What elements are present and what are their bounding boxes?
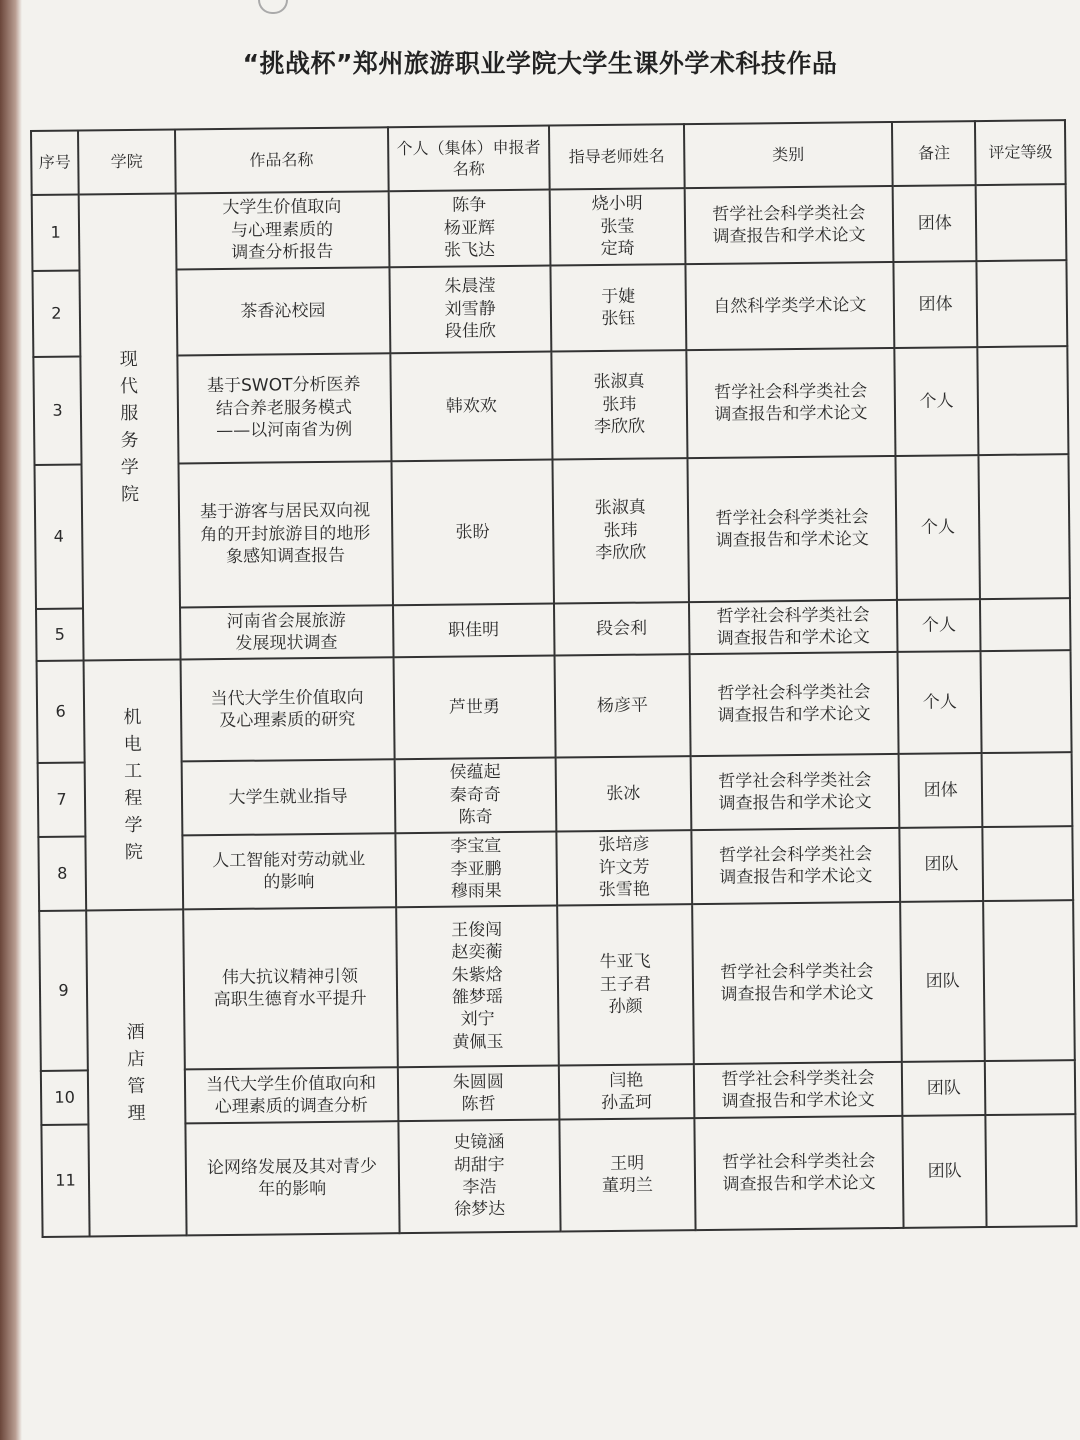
advisors-cell: 段会利 <box>554 602 689 655</box>
applicants-cell: 李宝宣 李亚鹏 穆雨果 <box>395 832 557 908</box>
row-number-cell: 6 <box>37 660 85 762</box>
row-number-cell: 5 <box>36 608 84 660</box>
note-cell: 个人 <box>896 455 980 600</box>
row-number-cell: 3 <box>33 356 81 464</box>
work-title-cell: 河南省会展旅游 发展现状调查 <box>180 605 394 659</box>
applicants-cell: 张盼 <box>391 460 554 606</box>
advisors-cell: 闫艳 孙孟珂 <box>559 1064 694 1119</box>
category-cell: 自然科学类学术论文 <box>685 262 894 350</box>
header-cell: 评定等级 <box>975 120 1065 185</box>
advisors-cell: 张淑真 张玮 李欣欣 <box>551 350 687 459</box>
grade-cell <box>982 752 1073 827</box>
applicants-cell: 朱圆圆 陈哲 <box>397 1066 559 1122</box>
advisors-cell: 王明 董玥兰 <box>559 1118 695 1231</box>
note-cell: 团体 <box>894 261 978 348</box>
applicants-cell: 史镜涵 胡甜宇 李浩 徐梦达 <box>398 1120 561 1234</box>
table-row <box>37 650 1072 763</box>
table-row <box>38 826 1073 911</box>
applicants-cell: 朱晨滢 刘雪静 段佳欣 <box>389 266 551 354</box>
category-cell: 哲学社会科学类社会 调查报告和学术论文 <box>686 348 896 458</box>
college-name: 酒店管理 <box>126 1021 146 1125</box>
college-cell <box>79 193 180 660</box>
grade-cell <box>983 826 1074 901</box>
category-cell: 哲学社会科学类社会 调查报告和学术论文 <box>690 754 899 830</box>
college-cell <box>84 659 183 910</box>
advisors-cell: 于婕 张钰 <box>551 264 686 351</box>
college-cell <box>86 909 186 1236</box>
advisors-cell: 张冰 <box>556 756 691 831</box>
work-title-cell: 基于SWOT分析医养 结合养老服务模式 ——以河南省为例 <box>177 353 391 463</box>
category-cell: 哲学社会科学类社会 调查报告和学术论文 <box>691 828 900 904</box>
note-cell: 个人 <box>895 347 979 456</box>
work-title-cell: 茶香沁校园 <box>176 267 390 355</box>
table-row <box>35 454 1070 609</box>
note-cell: 团队 <box>902 1061 986 1116</box>
grade-cell <box>978 346 1069 455</box>
table-row <box>39 900 1075 1071</box>
row-number-cell: 10 <box>41 1070 89 1124</box>
work-title-cell: 人工智能对劳动就业 的影响 <box>182 833 396 909</box>
grade-cell <box>985 1060 1075 1115</box>
note-cell: 团队 <box>900 827 984 902</box>
row-number-cell: 7 <box>38 762 86 836</box>
applicants-cell: 侯蕴起 秦奇奇 陈奇 <box>394 758 556 834</box>
work-title-cell: 大学生价值取向 与心理素质的 调查分析报告 <box>175 191 389 269</box>
table-row <box>38 752 1073 837</box>
advisors-cell: 烧小明 张莹 定琦 <box>550 188 685 265</box>
row-number-cell: 2 <box>32 270 80 356</box>
college-name: 机电工程学院 <box>123 706 143 864</box>
work-title-cell: 基于游客与居民双向视 角的开封旅游目的地形 象感知调查报告 <box>178 461 393 607</box>
works-table <box>30 119 1078 1238</box>
header-cell: 类别 <box>684 122 893 188</box>
grade-cell <box>979 454 1070 599</box>
applicants-cell: 职佳明 <box>393 604 555 658</box>
work-title-cell: 论网络发展及其对青少 年的影响 <box>185 1121 399 1235</box>
binder-ring <box>258 0 288 14</box>
table-row <box>33 346 1068 465</box>
table-header-row <box>31 120 1066 195</box>
note-cell: 团队 <box>900 901 985 1062</box>
grade-cell <box>986 1114 1077 1227</box>
category-cell: 哲学社会科学类社会 调查报告和学术论文 <box>689 600 898 654</box>
college-name: 现代服务学院 <box>119 348 140 506</box>
applicants-cell: 韩欢欢 <box>390 352 553 462</box>
note-cell: 个人 <box>898 651 982 754</box>
applicants-cell: 陈争 杨亚辉 张飞达 <box>388 190 550 268</box>
grade-cell <box>980 598 1070 651</box>
work-title-cell: 当代大学生价值取向 及心理素质的研究 <box>180 657 394 761</box>
advisors-cell: 牛亚飞 王子君 孙颜 <box>557 904 693 1065</box>
row-number-cell: 4 <box>35 464 84 608</box>
category-cell: 哲学社会科学类社会 调查报告和学术论文 <box>684 186 893 264</box>
advisors-cell: 张淑真 张玮 李欣欣 <box>553 458 689 603</box>
category-cell: 哲学社会科学类社会 调查报告和学术论文 <box>694 1116 904 1230</box>
table-row <box>32 184 1067 271</box>
page-title: “挑战杯”郑州旅游职业学院大学生课外学术科技作品 <box>242 49 838 78</box>
header-cell: 个人（集体）申报者名称 <box>388 126 550 192</box>
grade-cell <box>977 260 1068 347</box>
category-cell: 哲学社会科学类社会 调查报告和学术论文 <box>692 902 902 1064</box>
applicants-cell: 芦世勇 <box>393 656 556 760</box>
work-title-cell: 伟大抗议精神引领 高职生德育水平提升 <box>183 907 398 1069</box>
note-cell: 团队 <box>903 1115 987 1228</box>
work-title-cell: 大学生就业指导 <box>181 759 395 835</box>
advisors-cell: 张培彦 许文芳 张雪艳 <box>556 830 691 905</box>
category-cell: 哲学社会科学类社会 调查报告和学术论文 <box>689 652 899 756</box>
header-cell: 指导老师姓名 <box>549 124 684 189</box>
row-number-cell: 8 <box>38 836 86 910</box>
advisors-cell: 杨彦平 <box>555 654 691 757</box>
row-number-cell: 1 <box>32 194 80 270</box>
table-row <box>41 1114 1076 1237</box>
applicants-cell: 王俊闯 赵奕蘅 朱紫焓 雒梦瑶 刘宁 黄佩玉 <box>396 906 559 1068</box>
header-cell: 备注 <box>892 121 976 186</box>
row-number-cell: 11 <box>41 1124 89 1236</box>
grade-cell <box>983 900 1074 1061</box>
category-cell: 哲学社会科学类社会 调查报告和学术论文 <box>687 456 897 602</box>
row-number-cell: 9 <box>39 910 88 1070</box>
header-cell: 序号 <box>31 130 79 194</box>
note-cell: 个人 <box>897 599 981 652</box>
work-title-cell: 当代大学生价值取向和 心理素质的调查分析 <box>184 1067 398 1123</box>
note-cell: 团体 <box>893 185 977 262</box>
category-cell: 哲学社会科学类社会 调查报告和学术论文 <box>693 1062 902 1118</box>
table-row <box>32 260 1067 357</box>
header-cell: 作品名称 <box>175 127 389 193</box>
grade-cell <box>976 184 1067 261</box>
grade-cell <box>981 650 1072 753</box>
header-cell: 学院 <box>78 129 175 194</box>
note-cell: 团体 <box>899 753 983 828</box>
